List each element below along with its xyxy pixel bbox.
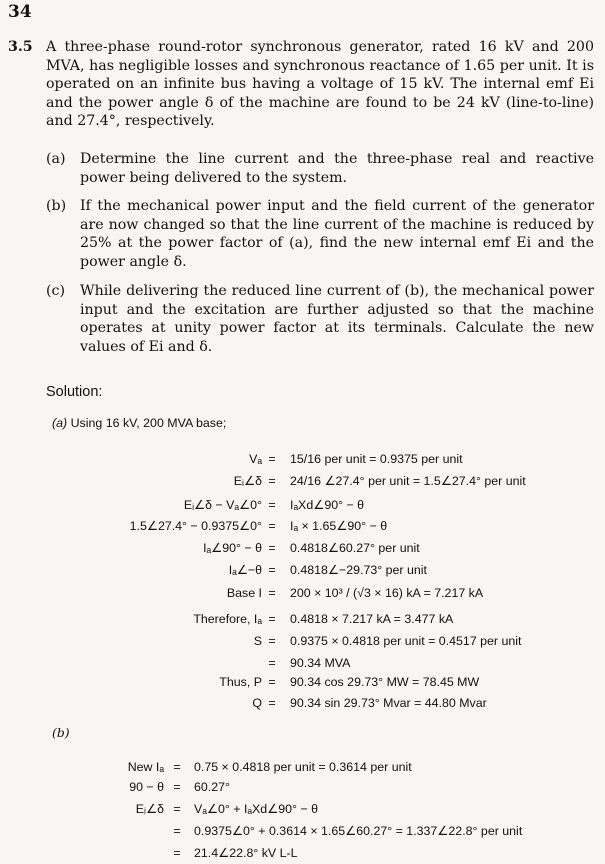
- problem-statement: [8, 38, 594, 131]
- equation-rhs: 0.4818∠60.27° per unit: [290, 541, 420, 555]
- equation-rhs: 15/16 per unit = 0.9375 per unit: [290, 452, 463, 466]
- equation-rhs: 0.9375 × 0.4818 per unit = 0.4517 per unit: [290, 634, 522, 648]
- equals-sign: =: [268, 586, 276, 600]
- equation-row: [0, 559, 605, 581]
- equals-sign: =: [268, 696, 276, 710]
- equals-sign: =: [173, 780, 181, 794]
- part-b-label: (b): [52, 725, 70, 740]
- equation-rhs: 0.75 × 0.4818 per unit = 0.3614 per unit: [194, 760, 412, 774]
- equation-rhs: 0.4818∠−29.73° per unit: [290, 563, 427, 577]
- equation-row: [0, 630, 605, 652]
- equation-lhs: S: [253, 634, 262, 648]
- part-a-intro-text: Using 16 kV, 200 MVA base;: [70, 416, 227, 430]
- equals-sign: =: [268, 675, 276, 689]
- equals-sign: =: [268, 656, 276, 670]
- equation-rhs: 0.9375∠0° + 0.3614 × 1.65∠60.27° = 1.337∠22.8° per unit: [194, 824, 523, 838]
- equation-lhs: Therefore, Iₐ: [193, 612, 262, 626]
- equation-lhs: 1.5∠27.4° − 0.9375∠0°: [129, 519, 262, 533]
- equation-lhs: Vₐ: [249, 452, 262, 466]
- part-a-intro: [52, 416, 226, 430]
- equation-lhs: Eᵢ∠δ: [135, 802, 164, 816]
- part-label: (b): [46, 198, 67, 214]
- part-text: Determine the line current and the three-phase real and reactive power being delivered to the system.: [80, 151, 594, 186]
- equation-row: [0, 608, 605, 630]
- equation-rhs: 21.4∠22.8° kV L-L: [194, 846, 298, 860]
- equation-rhs: 200 × 10³ / (√3 × 16) kA = 7.217 kA: [290, 586, 484, 600]
- equation-rhs: Vₐ∠0° + IₐXd∠90° − θ: [194, 802, 319, 816]
- equals-sign: =: [173, 846, 181, 860]
- equals-sign: =: [268, 498, 276, 512]
- equation-row: [0, 470, 605, 492]
- equation-rhs: 90.34 cos 29.73° MW = 78.45 MW: [290, 675, 480, 689]
- equation-rhs: IₐXd∠90° − θ: [290, 498, 365, 512]
- equation-row: [0, 820, 605, 842]
- equation-rhs: 90.34 sin 29.73° Mvar = 44.80 Mvar: [290, 696, 487, 710]
- equals-sign: =: [268, 563, 276, 577]
- equation-lhs: Eᵢ∠δ: [233, 474, 262, 488]
- part-b-question: [46, 197, 594, 271]
- solution-heading: Solution:: [46, 384, 103, 400]
- equation-lhs: Eᵢ∠δ − Vₐ∠0°: [183, 498, 262, 512]
- equation-row: [0, 582, 605, 604]
- equation-lhs: Thus, P: [219, 675, 262, 689]
- equals-sign: =: [173, 760, 181, 774]
- equation-lhs: Iₐ∠90° − θ: [203, 541, 262, 555]
- equation-row: [0, 671, 605, 693]
- equation-row: [0, 756, 605, 778]
- equation-rhs: Iₐ × 1.65∠90° − θ: [290, 519, 388, 533]
- equation-rhs: 0.4818 × 7.217 kA = 3.477 kA: [290, 612, 454, 626]
- equation-row: [0, 842, 605, 864]
- equation-row: [0, 515, 605, 537]
- equals-sign: =: [268, 612, 276, 626]
- part-a-label: (a): [52, 416, 68, 430]
- equals-sign: =: [173, 824, 181, 838]
- equation-rhs: 24/16 ∠27.4° per unit = 1.5∠27.4° per unit: [290, 474, 526, 488]
- page-number: 34: [8, 2, 32, 22]
- part-label: (c): [46, 283, 66, 299]
- problem-number: 3.5: [8, 39, 33, 55]
- equation-lhs: New Iₐ: [127, 760, 164, 774]
- equation-row: [0, 798, 605, 820]
- equals-sign: =: [268, 541, 276, 555]
- part-text: If the mechanical power input and the field current of the generator are now changed so that the line current of the machine is reduced by 25% at the power factor of (a), find the new internal emf Ei and the power angle δ.: [80, 198, 594, 270]
- equation-lhs: Iₐ∠−θ: [228, 563, 262, 577]
- equation-lhs: Q: [252, 696, 262, 710]
- equation-rhs: 60.27°: [194, 780, 230, 794]
- equals-sign: =: [268, 519, 276, 533]
- equation-lhs: 90 − θ: [129, 780, 164, 794]
- equation-row: [0, 448, 605, 470]
- problem-text: A three-phase round-rotor synchronous generator, rated 16 kV and 200 MVA, has negligible losses and synchronous reactance of 1.65 per unit. It is operated on an infinite bus having a voltage of 15 kV. The internal emf Ei and the power angle δ of the machine are found to be 24 kV (line-to-line) and 27.4°, respectively.: [46, 39, 594, 130]
- equation-row: [0, 537, 605, 559]
- equation-lhs: Base I: [226, 586, 262, 600]
- equals-sign: =: [268, 474, 276, 488]
- part-a-question: [46, 150, 594, 187]
- equation-row: [0, 692, 605, 714]
- equals-sign: =: [173, 802, 181, 816]
- part-text: While delivering the reduced line current of (b), the mechanical power input and the excitation are further adjusted so that the machine operates at unity power factor at its terminals. Calculate the new values of Ei and δ.: [80, 283, 594, 355]
- equals-sign: =: [268, 452, 276, 466]
- equation-rhs: 90.34 MVA: [290, 656, 351, 670]
- part-label: (a): [46, 151, 66, 167]
- equation-row: [0, 494, 605, 516]
- equals-sign: =: [268, 634, 276, 648]
- equation-row: [0, 776, 605, 798]
- part-c-question: [46, 282, 594, 356]
